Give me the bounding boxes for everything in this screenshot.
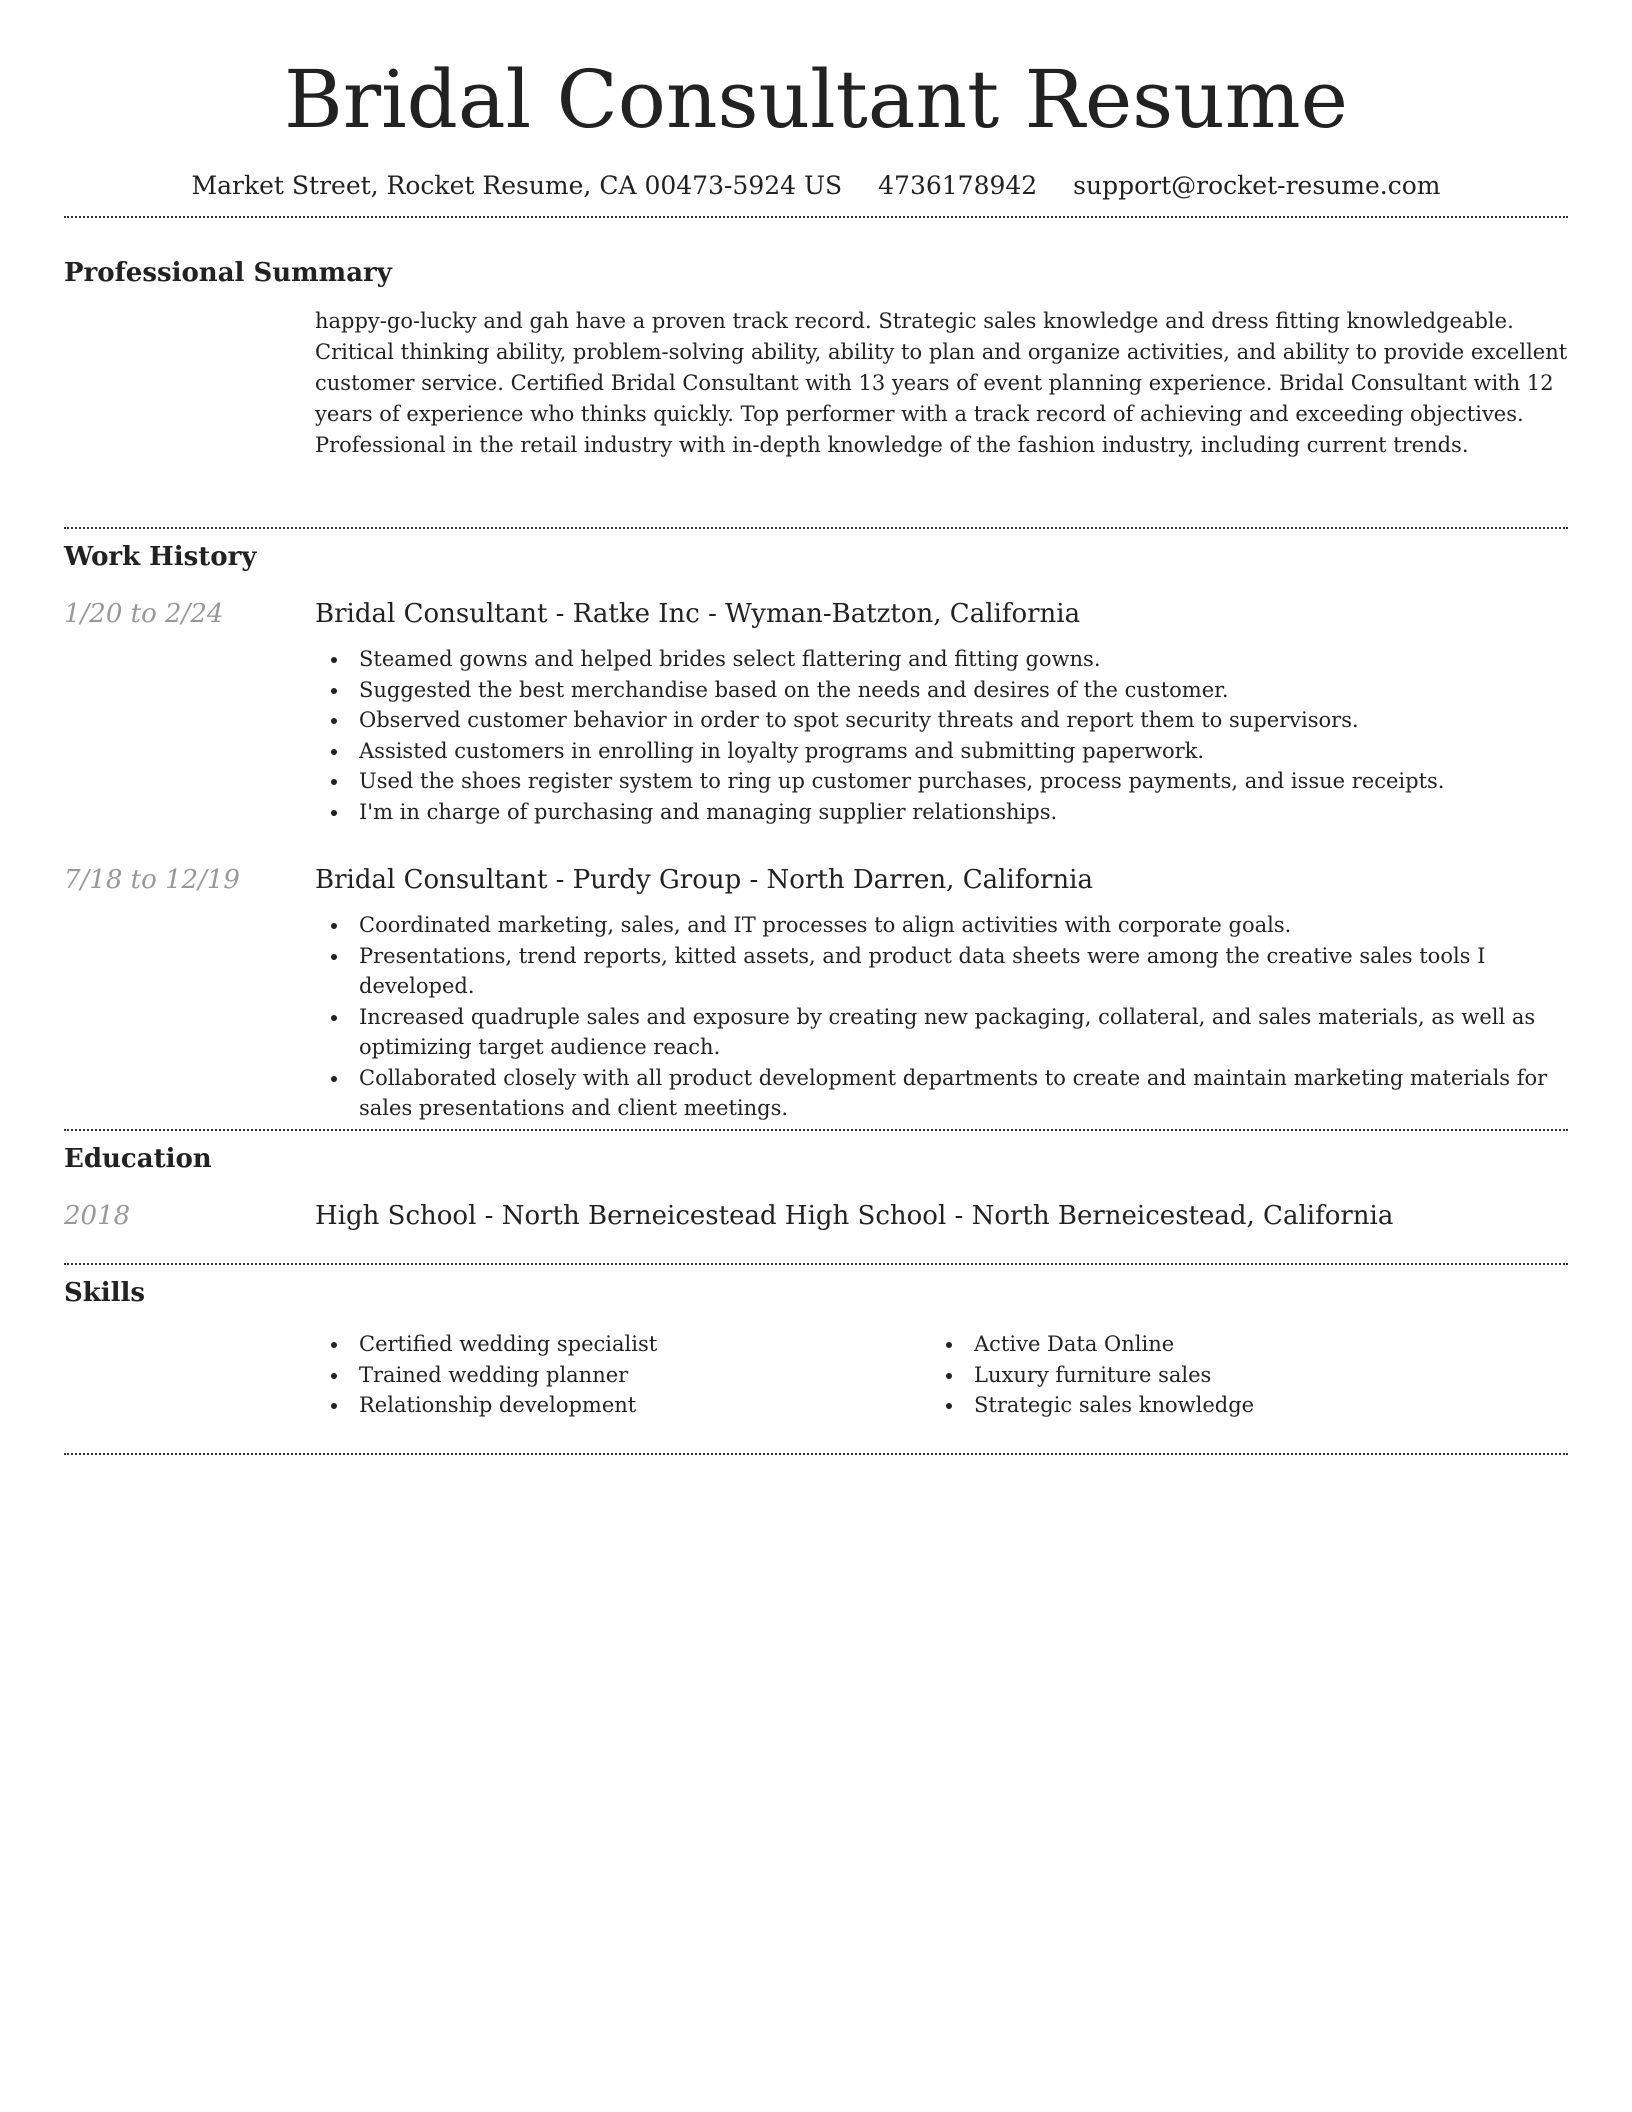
- skills-list-right: [930, 1329, 1545, 1421]
- contact-email: support@rocket-resume.com: [1073, 171, 1441, 200]
- work-history-heading: Work History: [64, 542, 257, 572]
- contact-phone: 4736178942: [878, 171, 1038, 200]
- job-entry: [64, 863, 1568, 1124]
- contact-address: Market Street, Rocket Resume, CA 00473-5924 US: [191, 171, 843, 200]
- job-bullets: [315, 910, 1568, 1124]
- skill-item: Active Data Online: [930, 1329, 1545, 1360]
- job-bullet: Steamed gowns and helped brides select flattering and fitting gowns.: [315, 644, 1568, 675]
- skill-item: Strategic sales knowledge: [930, 1390, 1545, 1421]
- job-bullets: [315, 644, 1568, 827]
- work-history-section: [64, 541, 1568, 1129]
- job-bullet: Observed customer behavior in order to spot security threats and report them to supervisors.: [315, 705, 1568, 736]
- job-dates: 1/20 to 2/24: [64, 599, 224, 629]
- job-bullet: Used the shoes register system to ring up customer purchases, process payments, and issue receipts.: [315, 766, 1568, 797]
- section-divider: [64, 1453, 1568, 1455]
- job-bullet: Presentations, trend reports, kitted assets, and product data sheets were among the creative sales tools I developed.: [315, 941, 1568, 1002]
- resume-title: Bridal Consultant Resume: [284, 53, 1348, 146]
- section-divider: [64, 1129, 1568, 1131]
- skill-item: Relationship development: [315, 1390, 930, 1421]
- education-title: High School - North Berneicestead High School - North Berneicestead, California: [315, 1201, 1394, 1231]
- job-bullet: Increased quadruple sales and exposure by creating new packaging, collateral, and sales materials, as well as optimizing target audience reach.: [315, 1002, 1568, 1063]
- skills-heading: Skills: [64, 1278, 146, 1308]
- skill-item: Trained wedding planner: [315, 1360, 930, 1391]
- contact-line: [64, 170, 1568, 216]
- job-dates: 7/18 to 12/19: [64, 865, 240, 895]
- skills-section: [64, 1277, 1568, 1453]
- section-divider: [64, 527, 1568, 529]
- skills-list-left: [315, 1329, 930, 1421]
- job-title: Bridal Consultant - Ratke Inc - Wyman-Batzton, California: [315, 599, 1081, 629]
- education-section: [64, 1143, 1568, 1263]
- job-entry: [64, 597, 1568, 827]
- job-bullet: Suggested the best merchandise based on the needs and desires of the customer.: [315, 675, 1568, 706]
- skill-item: Certified wedding specialist: [315, 1329, 930, 1360]
- job-bullet: I'm in charge of purchasing and managing supplier relationships.: [315, 797, 1568, 828]
- summary-heading: Professional Summary: [64, 258, 392, 288]
- summary-section: [64, 257, 1568, 527]
- education-heading: Education: [64, 1144, 212, 1174]
- education-entry: [64, 1199, 1568, 1233]
- job-bullet: Collaborated closely with all product development departments to create and maintain marketing materials for sales presentations and client meetings.: [315, 1063, 1568, 1124]
- skill-item: Luxury furniture sales: [930, 1360, 1545, 1391]
- job-bullet: Assisted customers in enrolling in loyalty programs and submitting paperwork.: [315, 736, 1568, 767]
- summary-text: happy-go-lucky and gah have a proven track record. Strategic sales knowledge and dress fitting knowledgeable. Critical thinking ability, problem-solving ability, ability to plan and organize activities, and ability to provide excellent customer service. Certified Bridal Consultant with 13 years of event planning experience. Bridal Consultant with 12 years of experience who thinks quickly. Top performer with a track record of achieving and exceeding objectives. Professional in the retail industry with in-depth knowledge of the fashion industry, including current trends.: [315, 309, 1568, 457]
- job-bullet: Coordinated marketing, sales, and IT processes to align activities with corporate goals.: [315, 910, 1568, 941]
- job-title: Bridal Consultant - Purdy Group - North Darren, California: [315, 865, 1093, 895]
- section-divider: [64, 1263, 1568, 1265]
- education-year: 2018: [64, 1201, 131, 1231]
- section-divider: [64, 216, 1568, 218]
